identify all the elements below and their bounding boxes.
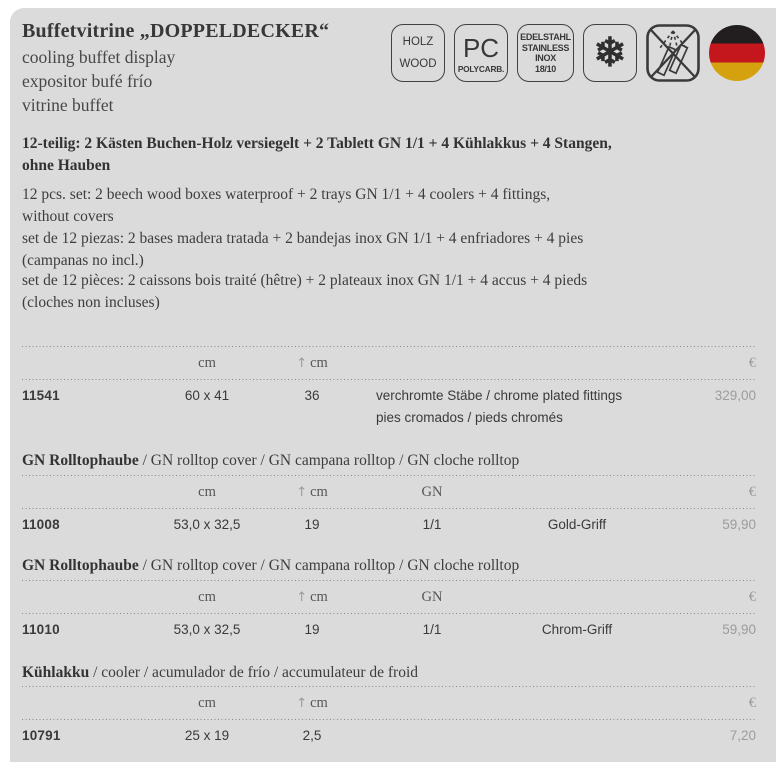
wood-badge-line2: WOOD [399, 58, 437, 70]
description-es-line2: (campanas no incl.) [22, 251, 144, 269]
section-heading-bold: GN Rolltophaube [22, 452, 139, 469]
table-header-row [22, 476, 756, 508]
description-en-line2: without covers [22, 207, 114, 225]
height-arrow-icon: ↑ [296, 355, 308, 371]
col-height: ↑ cm [296, 588, 328, 605]
rolltop-table-1 [22, 475, 756, 536]
section-heading-bold: GN Rolltophaube [22, 557, 139, 574]
frost-badge [583, 24, 637, 82]
col-height: ↑ cm [296, 694, 328, 711]
subtitle-es: expositor bufé frío [22, 71, 153, 91]
article-number: 11010 [22, 622, 60, 637]
col-price: € [748, 694, 756, 711]
wood-badge [391, 24, 445, 82]
article-number: 11541 [22, 388, 60, 403]
section-heading-rest: / GN rolltop cover / GN campana rolltop / GN cloche rolltop [138, 452, 520, 469]
stainless-steel-badge [517, 24, 574, 82]
col-height: ↑ cm [296, 354, 328, 371]
description-fr-line1: set de 12 pièces: 2 caissons bois traité (hêtre) + 2 plateaux inox GN 1/1 + 4 accus + 4 pieds [22, 272, 588, 289]
row-description-line1: verchromte Stäbe / chrome plated fittings [376, 388, 623, 403]
description-de [22, 133, 762, 176]
col-gn: GN [421, 483, 443, 500]
col-dimensions: cm [198, 588, 216, 605]
table-header-row [22, 581, 756, 613]
table-row [22, 720, 756, 747]
section-heading-cooler [22, 664, 756, 682]
section-heading-rest: / cooler / acumulador de frío / accumulateur de froid [89, 664, 419, 681]
steel-badge-line3: INOX [535, 53, 556, 63]
height-value: 36 [304, 388, 320, 403]
rolltop-table-2 [22, 580, 756, 641]
table-header-row [22, 687, 756, 719]
property-badge-row [391, 24, 765, 82]
table-row [22, 614, 756, 641]
description-en-line1: 12 pcs. set: 2 beech wood boxes waterproof + 2 trays GN 1/1 + 4 coolers + 4 fittings, [22, 186, 551, 203]
table-row [22, 380, 756, 429]
description-es [22, 228, 762, 271]
section-heading-rolltop-2 [22, 557, 756, 575]
steel-badge-line4: 18/10 [534, 63, 557, 74]
section-heading-rolltop-1 [22, 452, 756, 470]
height-arrow-icon: ↑ [296, 695, 308, 711]
height-arrow-icon: ↑ [296, 484, 308, 500]
col-dimensions: cm [198, 694, 216, 711]
snowflake-icon: ❄ [593, 30, 627, 76]
germany-flag-icon [709, 25, 765, 81]
description-fr [22, 270, 762, 313]
variant-value: Gold-Griff [547, 517, 607, 532]
dimensions-value: 53,0 x 32,5 [173, 517, 241, 532]
pc-badge-label: PC [462, 32, 500, 63]
subtitle-en: cooling buffet display [22, 47, 176, 67]
section-heading-rest: / GN rolltop cover / GN campana rolltop / GN cloche rolltop [138, 557, 520, 574]
main-product-table [22, 346, 756, 429]
price-value: 59,90 [722, 622, 756, 637]
steel-badge-line2: STAINLESS [521, 42, 570, 53]
description-en [22, 184, 762, 227]
col-price: € [748, 588, 756, 605]
dimensions-value: 53,0 x 32,5 [173, 622, 241, 637]
section-heading-bold: Kühlakku [22, 664, 90, 681]
pc-badge-sublabel: POLYCARB. [457, 63, 505, 74]
gn-value: 1/1 [422, 622, 442, 637]
article-number: 11008 [22, 517, 60, 532]
height-value: 19 [304, 517, 320, 532]
col-price: € [748, 483, 756, 500]
cooler-table [22, 686, 756, 747]
height-arrow-icon: ↑ [296, 589, 308, 605]
price-value: 59,90 [722, 517, 756, 532]
table-row [22, 509, 756, 536]
col-dimensions: cm [198, 483, 216, 500]
description-de-line1: 12-teilig: 2 Kästen Buchen-Holz versiegelt + 2 Tablett GN 1/1 + 4 Kühlakkus + 4 Stangen, [22, 135, 612, 152]
table-header-row [22, 347, 756, 379]
dimensions-value: 25 x 19 [184, 728, 230, 743]
gn-value: 1/1 [422, 517, 442, 532]
col-height: ↑ cm [296, 483, 328, 500]
description-fr-line2: (cloches non incluses) [22, 293, 160, 311]
steel-badge-line1: EDELSTAHL [520, 32, 571, 42]
no-dishwasher-icon [646, 24, 700, 82]
height-value: 19 [304, 622, 320, 637]
row-description-line2: pies cromados / pieds chromés [376, 410, 563, 425]
page-title: Buffetvitrine „DOPPELDECKER“ [22, 20, 330, 42]
col-dimensions: cm [198, 354, 216, 371]
wood-badge-line1: HOLZ [402, 36, 434, 48]
article-number: 10791 [22, 728, 61, 743]
subtitle-fr: vitrine buffet [22, 95, 114, 115]
height-value: 2,5 [302, 728, 322, 743]
description-de-line2: ohne Hauben [22, 156, 111, 174]
polycarbonate-badge [454, 24, 508, 82]
price-value: 329,00 [714, 388, 756, 403]
price-value: 7,20 [729, 728, 756, 743]
col-price: € [748, 354, 756, 371]
dimensions-value: 60 x 41 [184, 388, 230, 403]
description-es-line1: set de 12 piezas: 2 bases madera tratada + 2 bandejas inox GN 1/1 + 4 enfriadores + 4 pies [22, 230, 584, 247]
not-dishwasher-safe-badge [646, 24, 700, 82]
col-gn: GN [421, 588, 443, 605]
page-subtitles [22, 45, 175, 117]
row-description [362, 385, 652, 429]
variant-value: Chrom-Griff [541, 622, 613, 637]
